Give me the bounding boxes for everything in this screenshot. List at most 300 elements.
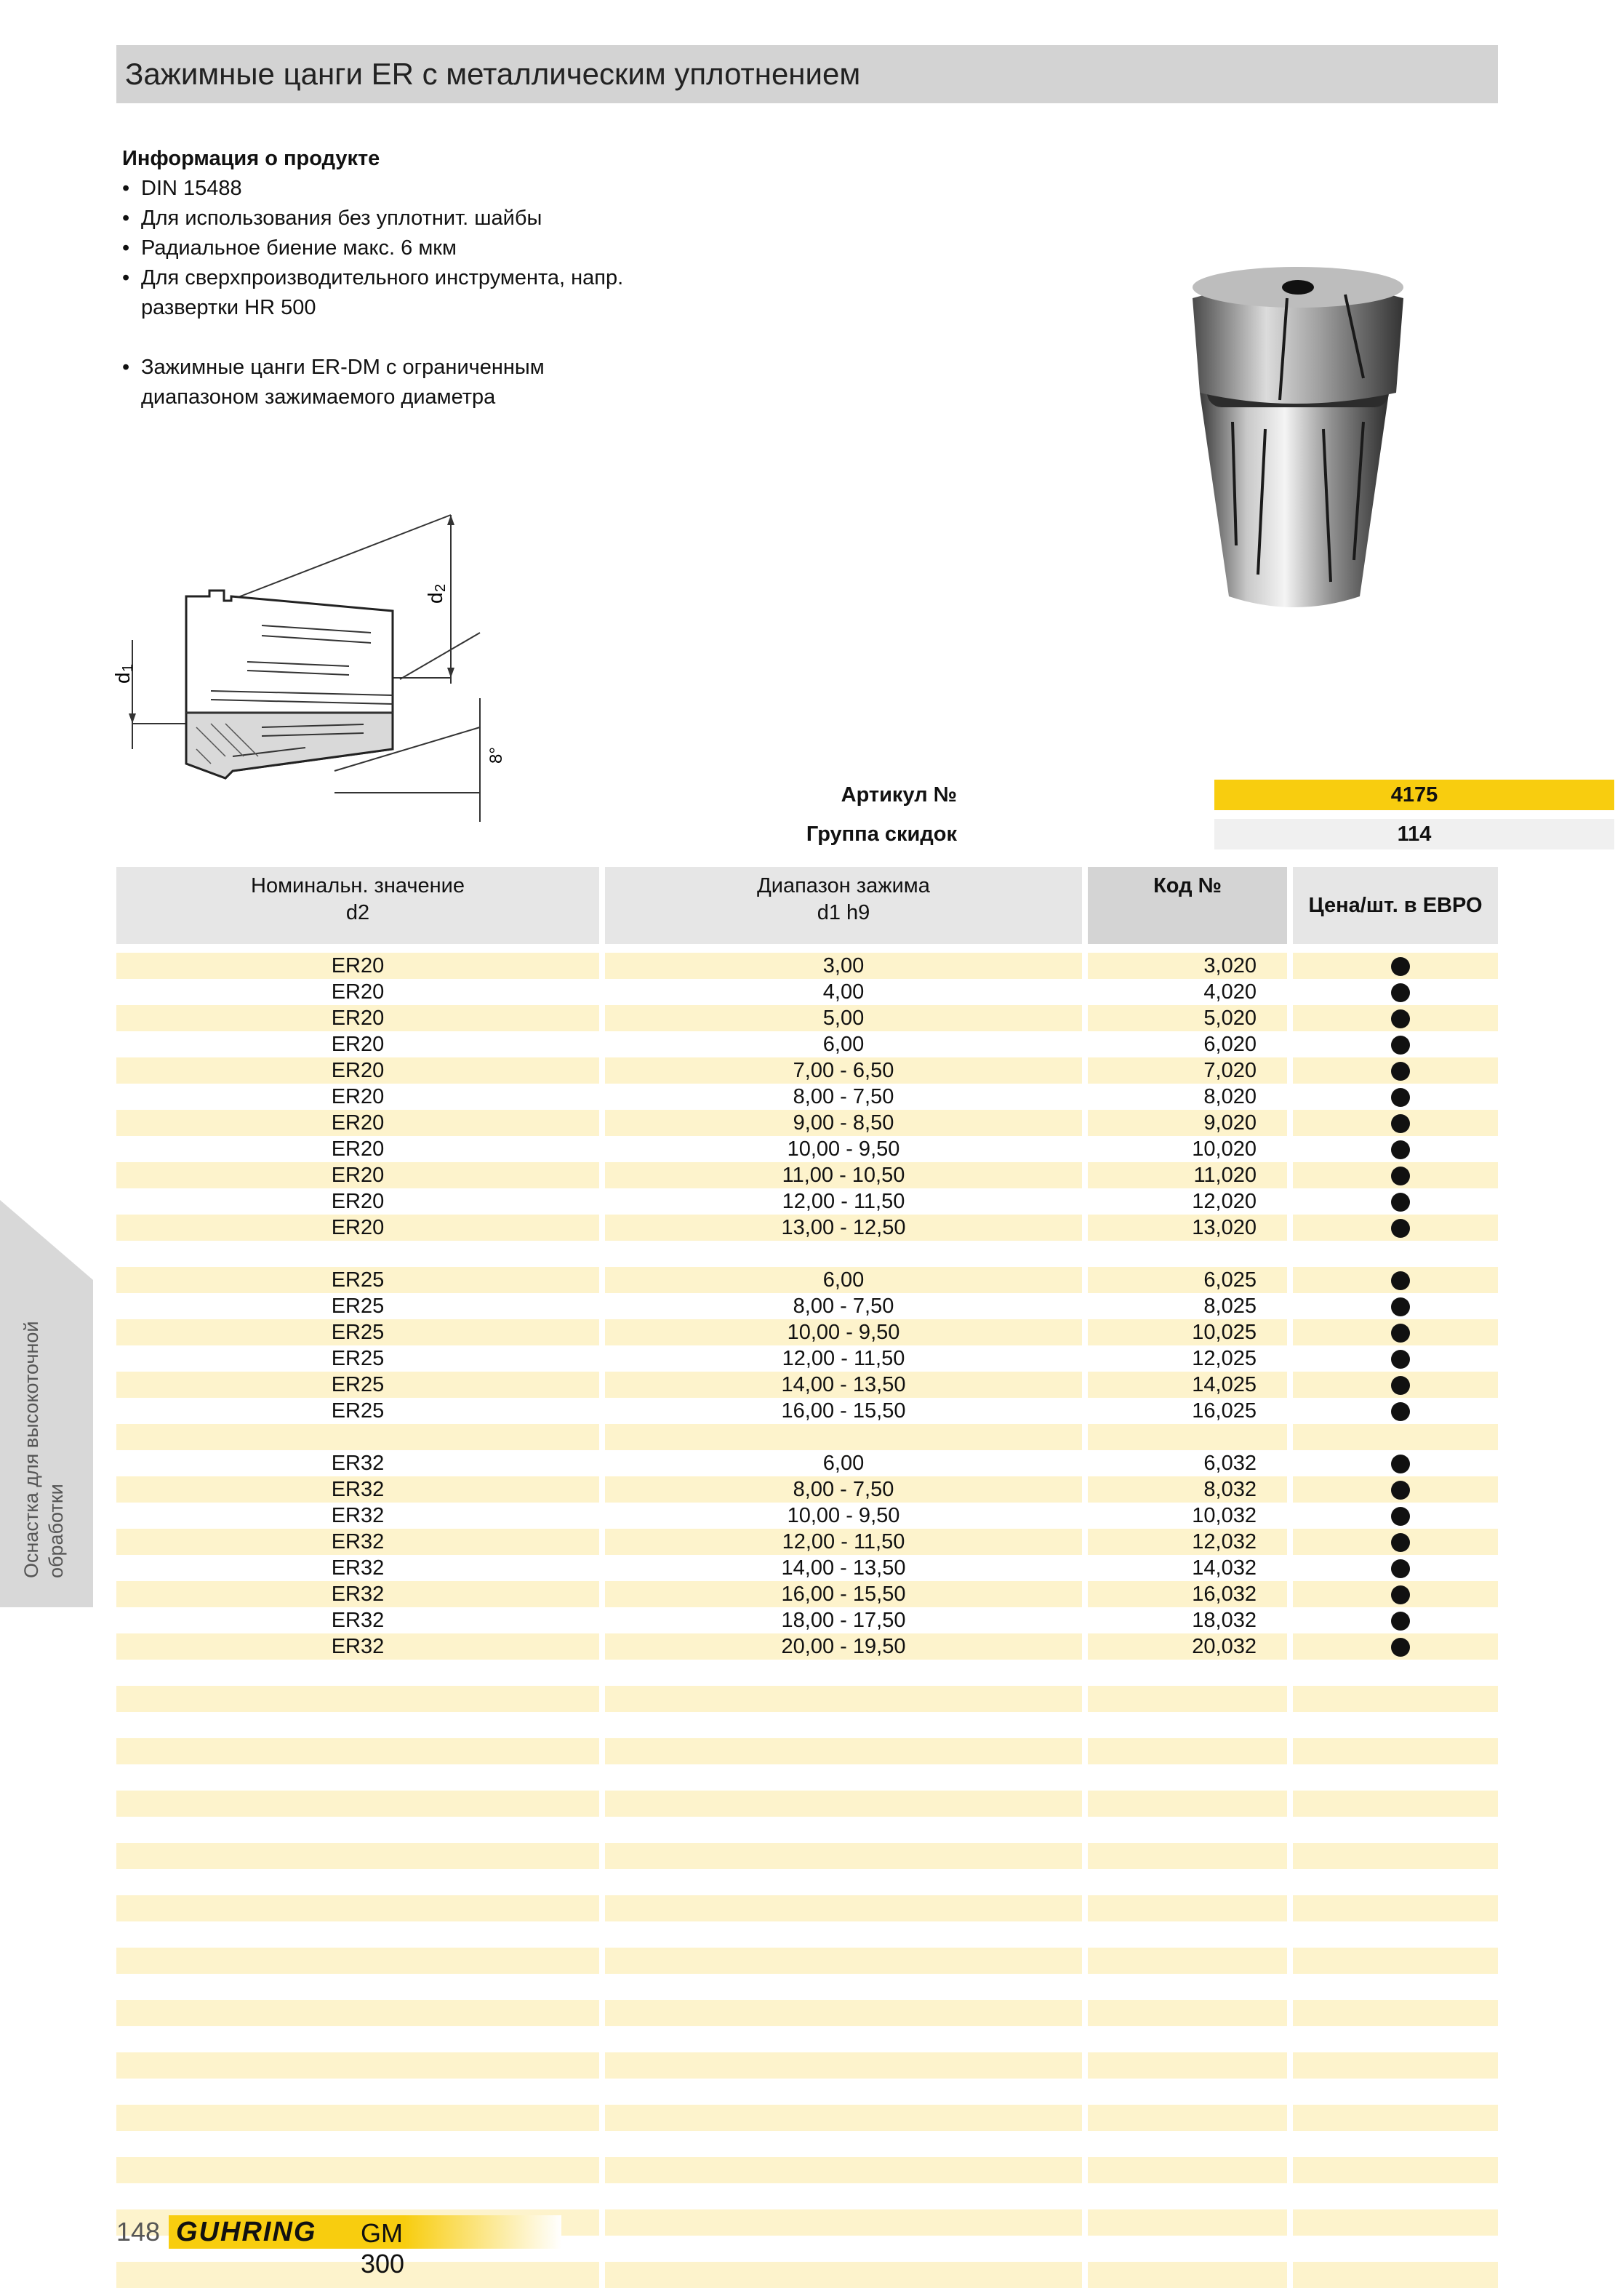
header-price-label: Цена/шт. в ЕВРО bbox=[1308, 894, 1483, 917]
title-bar bbox=[116, 45, 1498, 103]
cell-nominal bbox=[116, 1921, 599, 1948]
cell-range bbox=[605, 1764, 1082, 1791]
table-row bbox=[116, 1267, 1498, 1293]
availability-dot-icon bbox=[1391, 1559, 1410, 1578]
cell-nominal bbox=[116, 1843, 599, 1869]
cell-range-value: 8,00 - 7,50 bbox=[793, 1085, 894, 1108]
cell-nominal bbox=[116, 1555, 599, 1581]
cell-price bbox=[1293, 979, 1498, 1005]
cell-nominal bbox=[116, 1948, 599, 1974]
cell-nominal-value: ER32 bbox=[331, 1530, 385, 1553]
info-bullet: • Для сверхпроизводительного инструмента, напр. развертки HR 500 bbox=[122, 263, 631, 323]
cell-code bbox=[1088, 1319, 1287, 1345]
availability-dot-icon bbox=[1391, 1533, 1410, 1552]
cell-price bbox=[1293, 1921, 1498, 1948]
cell-price bbox=[1293, 1005, 1498, 1031]
header-code-label: Код № bbox=[1153, 874, 1222, 897]
info-bullet: • Для использования без уплотнит. шайбы bbox=[122, 204, 631, 233]
cell-nominal bbox=[116, 1450, 599, 1476]
table-row bbox=[116, 1110, 1498, 1136]
header-range bbox=[605, 867, 1082, 944]
cell-range-value: 6,00 bbox=[822, 1268, 865, 1292]
cell-nominal-value: ER32 bbox=[331, 1583, 385, 1606]
availability-dot-icon bbox=[1391, 1612, 1410, 1631]
table-row bbox=[116, 1398, 1498, 1424]
cell-nominal bbox=[116, 1162, 599, 1188]
cell-nominal-value: ER32 bbox=[331, 1556, 385, 1580]
cell-code bbox=[1088, 1843, 1287, 1869]
cell-range bbox=[605, 2236, 1082, 2262]
cell-range bbox=[605, 1581, 1082, 1607]
table-row bbox=[116, 1738, 1498, 1764]
cell-price bbox=[1293, 1686, 1498, 1712]
table-row bbox=[116, 1529, 1498, 1555]
cell-price bbox=[1293, 1712, 1498, 1738]
cell-code bbox=[1088, 1345, 1287, 1372]
cell-nominal bbox=[116, 1869, 599, 1895]
table-row bbox=[116, 1215, 1498, 1241]
availability-dot-icon bbox=[1391, 1009, 1410, 1028]
cell-nominal bbox=[116, 2000, 599, 2026]
header-nominal bbox=[116, 867, 599, 944]
article-row bbox=[116, 780, 1498, 810]
cell-code bbox=[1088, 1712, 1287, 1738]
table-row bbox=[116, 1503, 1498, 1529]
cell-code bbox=[1088, 1293, 1287, 1319]
d1-subscript: 1 bbox=[120, 663, 136, 672]
cell-range bbox=[605, 1450, 1082, 1476]
cell-code-value: 10,032 bbox=[1192, 1504, 1257, 1527]
cell-code bbox=[1088, 1948, 1287, 1974]
cell-range bbox=[605, 1162, 1082, 1188]
cell-code-value: 7,020 bbox=[1203, 1059, 1257, 1082]
cell-code bbox=[1088, 1057, 1287, 1084]
table-row bbox=[116, 1476, 1498, 1503]
cell-nominal-value: ER25 bbox=[331, 1268, 385, 1292]
cell-nominal bbox=[116, 1372, 599, 1398]
cell-nominal bbox=[116, 2183, 599, 2209]
cell-range bbox=[605, 1188, 1082, 1215]
cell-code-value: 6,032 bbox=[1203, 1452, 1257, 1475]
cell-code bbox=[1088, 1503, 1287, 1529]
header-range-label: Диапазон зажима bbox=[757, 874, 930, 897]
cell-price bbox=[1293, 1738, 1498, 1764]
table-row bbox=[116, 1843, 1498, 1869]
cell-range bbox=[605, 1974, 1082, 2000]
header-code bbox=[1088, 867, 1287, 944]
cell-range-value: 12,00 - 11,50 bbox=[782, 1530, 905, 1553]
cell-code-value: 12,025 bbox=[1192, 1347, 1257, 1370]
cell-code bbox=[1088, 2131, 1287, 2157]
cell-nominal bbox=[116, 2026, 599, 2052]
cell-range bbox=[605, 1895, 1082, 1921]
cell-nominal bbox=[116, 1764, 599, 1791]
cell-range bbox=[605, 1215, 1082, 1241]
cell-nominal-value: ER20 bbox=[331, 1216, 385, 1239]
cell-range bbox=[605, 953, 1082, 979]
cell-range bbox=[605, 1791, 1082, 1817]
cell-range bbox=[605, 1843, 1082, 1869]
cell-code-value: 9,020 bbox=[1203, 1111, 1257, 1135]
table-row bbox=[116, 1607, 1498, 1633]
cell-range bbox=[605, 2105, 1082, 2131]
cell-price bbox=[1293, 1162, 1498, 1188]
cell-price bbox=[1293, 1293, 1498, 1319]
cell-price bbox=[1293, 1791, 1498, 1817]
cell-range bbox=[605, 1241, 1082, 1267]
cell-price bbox=[1293, 1607, 1498, 1633]
cell-code bbox=[1088, 1136, 1287, 1162]
cell-price bbox=[1293, 1843, 1498, 1869]
availability-dot-icon bbox=[1391, 1114, 1410, 1133]
table-row bbox=[116, 1948, 1498, 1974]
cell-code bbox=[1088, 2026, 1287, 2052]
availability-dot-icon bbox=[1391, 957, 1410, 976]
cell-price bbox=[1293, 1424, 1498, 1450]
table-row bbox=[116, 2052, 1498, 2079]
cell-code-value: 18,032 bbox=[1192, 1609, 1257, 1632]
cell-nominal bbox=[116, 1633, 599, 1660]
header-price bbox=[1293, 867, 1498, 944]
d1-label: d bbox=[111, 672, 134, 684]
table-row bbox=[116, 1319, 1498, 1345]
cell-nominal-value: ER25 bbox=[331, 1321, 385, 1344]
table-row bbox=[116, 1817, 1498, 1843]
cell-price bbox=[1293, 2157, 1498, 2183]
cell-nominal bbox=[116, 1581, 599, 1607]
cell-range bbox=[605, 1031, 1082, 1057]
table-row bbox=[116, 2026, 1498, 2052]
cell-range bbox=[605, 1476, 1082, 1503]
cell-range bbox=[605, 1136, 1082, 1162]
cell-nominal bbox=[116, 1084, 599, 1110]
cell-price bbox=[1293, 2000, 1498, 2026]
cell-range-value: 4,00 bbox=[822, 980, 865, 1004]
cell-nominal bbox=[116, 1136, 599, 1162]
cell-range bbox=[605, 1607, 1082, 1633]
cell-nominal bbox=[116, 1660, 599, 1686]
cell-nominal bbox=[116, 1319, 599, 1345]
cell-nominal-value: ER25 bbox=[331, 1295, 385, 1318]
table-row bbox=[116, 1712, 1498, 1738]
cell-range bbox=[605, 2131, 1082, 2157]
cell-code bbox=[1088, 1450, 1287, 1476]
cell-nominal bbox=[116, 1241, 599, 1267]
cell-nominal bbox=[116, 1005, 599, 1031]
discount-group: 114 bbox=[1214, 819, 1614, 849]
discount-row bbox=[116, 819, 1498, 849]
availability-dot-icon bbox=[1391, 1219, 1410, 1238]
cell-code-value: 12,032 bbox=[1192, 1530, 1257, 1553]
cell-code-value: 10,025 bbox=[1192, 1321, 1257, 1344]
footer bbox=[116, 2214, 405, 2279]
table-row bbox=[116, 2079, 1498, 2105]
table-row bbox=[116, 1084, 1498, 1110]
d2-label: d bbox=[424, 592, 446, 604]
cell-range bbox=[605, 1345, 1082, 1372]
cell-code-value: 8,020 bbox=[1203, 1085, 1257, 1108]
cell-code bbox=[1088, 2209, 1287, 2236]
cell-range bbox=[605, 1267, 1082, 1293]
info-bullet: • Радиальное биение макс. 6 мкм bbox=[122, 233, 631, 263]
cell-code bbox=[1088, 1555, 1287, 1581]
cell-price bbox=[1293, 1345, 1498, 1372]
cell-code bbox=[1088, 1660, 1287, 1686]
page-title: Зажимные цанги ER с металлическим уплотнением bbox=[125, 57, 861, 91]
table-row bbox=[116, 1031, 1498, 1057]
cell-code bbox=[1088, 1110, 1287, 1136]
cell-nominal-value: ER20 bbox=[331, 1033, 385, 1056]
cell-nominal-value: ER20 bbox=[331, 1059, 385, 1082]
cell-price bbox=[1293, 2183, 1498, 2209]
cell-nominal bbox=[116, 1215, 599, 1241]
cell-code-value: 8,025 bbox=[1203, 1295, 1257, 1318]
cell-code-value: 6,020 bbox=[1203, 1033, 1257, 1056]
info-heading: Информация о продукте bbox=[122, 147, 380, 170]
cell-range-value: 10,00 - 9,50 bbox=[787, 1321, 900, 1344]
d2-subscript: 2 bbox=[433, 583, 449, 592]
cell-nominal bbox=[116, 1398, 599, 1424]
cell-code bbox=[1088, 1267, 1287, 1293]
table-row bbox=[116, 1424, 1498, 1450]
cell-nominal-value: ER20 bbox=[331, 1164, 385, 1187]
cell-nominal bbox=[116, 1791, 599, 1817]
cell-nominal bbox=[116, 1895, 599, 1921]
table-row bbox=[116, 2183, 1498, 2209]
cell-nominal bbox=[116, 1188, 599, 1215]
table-row bbox=[116, 1791, 1498, 1817]
cell-price bbox=[1293, 1188, 1498, 1215]
cell-range-value: 10,00 - 9,50 bbox=[787, 1137, 900, 1161]
cell-code bbox=[1088, 1974, 1287, 2000]
table-row bbox=[116, 2157, 1498, 2183]
cell-nominal bbox=[116, 1817, 599, 1843]
cell-range bbox=[605, 1503, 1082, 1529]
cell-nominal bbox=[116, 2157, 599, 2183]
cell-nominal bbox=[116, 1738, 599, 1764]
cell-code bbox=[1088, 2262, 1287, 2288]
cell-range-value: 13,00 - 12,50 bbox=[781, 1216, 906, 1239]
cell-range bbox=[605, 2052, 1082, 2079]
cell-range bbox=[605, 2209, 1082, 2236]
cell-nominal-value: ER32 bbox=[331, 1504, 385, 1527]
cell-nominal bbox=[116, 1712, 599, 1738]
cell-code-value: 3,020 bbox=[1203, 954, 1257, 977]
cell-range-value: 20,00 - 19,50 bbox=[781, 1635, 906, 1658]
availability-dot-icon bbox=[1391, 1481, 1410, 1500]
cell-nominal bbox=[116, 1057, 599, 1084]
cell-price bbox=[1293, 1529, 1498, 1555]
table-row bbox=[116, 1921, 1498, 1948]
cell-range bbox=[605, 1529, 1082, 1555]
cell-range bbox=[605, 1555, 1082, 1581]
cell-price bbox=[1293, 2079, 1498, 2105]
header-nominal-sub: d2 bbox=[345, 901, 370, 924]
table-row bbox=[116, 1686, 1498, 1712]
cell-range-value: 11,00 - 10,50 bbox=[782, 1164, 905, 1187]
cell-code bbox=[1088, 1686, 1287, 1712]
cell-range bbox=[605, 1084, 1082, 1110]
cell-nominal bbox=[116, 1607, 599, 1633]
availability-dot-icon bbox=[1391, 1088, 1410, 1107]
cell-price bbox=[1293, 1581, 1498, 1607]
cell-range-value: 9,00 - 8,50 bbox=[793, 1111, 894, 1135]
cell-range bbox=[605, 1372, 1082, 1398]
cell-code-value: 5,020 bbox=[1203, 1007, 1257, 1030]
cell-range bbox=[605, 2157, 1082, 2183]
cell-price bbox=[1293, 953, 1498, 979]
table-row bbox=[116, 1974, 1498, 2000]
cell-price bbox=[1293, 1764, 1498, 1791]
cell-nominal bbox=[116, 1345, 599, 1372]
cell-range bbox=[605, 1293, 1082, 1319]
availability-dot-icon bbox=[1391, 1062, 1410, 1081]
cell-nominal-value: ER32 bbox=[331, 1635, 385, 1658]
cell-range-value: 16,00 - 15,50 bbox=[781, 1399, 906, 1423]
table-row bbox=[116, 1005, 1498, 1031]
info-list bbox=[122, 174, 631, 412]
cell-code-value: 12,020 bbox=[1192, 1190, 1257, 1213]
table-row bbox=[116, 1345, 1498, 1372]
availability-dot-icon bbox=[1391, 1350, 1410, 1369]
page-number: 148 bbox=[116, 2217, 161, 2247]
cell-nominal-value: ER32 bbox=[331, 1478, 385, 1501]
table-row bbox=[116, 1293, 1498, 1319]
cell-code bbox=[1088, 1188, 1287, 1215]
cell-price bbox=[1293, 2209, 1498, 2236]
cell-range-value: 8,00 - 7,50 bbox=[793, 1478, 894, 1501]
cell-price bbox=[1293, 2131, 1498, 2157]
cell-code-value: 4,020 bbox=[1203, 980, 1257, 1004]
cell-nominal-value: ER20 bbox=[331, 1111, 385, 1135]
cell-price bbox=[1293, 2105, 1498, 2131]
cell-price bbox=[1293, 1372, 1498, 1398]
cell-range bbox=[605, 1660, 1082, 1686]
cell-code bbox=[1088, 1895, 1287, 1921]
cell-code-value: 16,032 bbox=[1192, 1583, 1257, 1606]
cell-range-value: 8,00 - 7,50 bbox=[793, 1295, 894, 1318]
cell-price bbox=[1293, 2026, 1498, 2052]
cell-range-value: 12,00 - 11,50 bbox=[782, 1190, 905, 1213]
cell-code bbox=[1088, 1031, 1287, 1057]
cell-code-value: 13,020 bbox=[1192, 1216, 1257, 1239]
cell-code bbox=[1088, 1633, 1287, 1660]
table-row bbox=[116, 1633, 1498, 1660]
cell-range-value: 14,00 - 13,50 bbox=[781, 1556, 906, 1580]
cell-code bbox=[1088, 1476, 1287, 1503]
cell-range bbox=[605, 1005, 1082, 1031]
cell-range-value: 18,00 - 17,50 bbox=[781, 1609, 906, 1632]
catalog-name: GM 300 bbox=[361, 2218, 405, 2279]
cell-range-value: 10,00 - 9,50 bbox=[787, 1504, 900, 1527]
cell-code-value: 14,025 bbox=[1192, 1373, 1257, 1396]
cell-code bbox=[1088, 1398, 1287, 1424]
cell-code bbox=[1088, 2105, 1287, 2131]
cell-code bbox=[1088, 1791, 1287, 1817]
availability-dot-icon bbox=[1391, 1324, 1410, 1343]
cell-range-value: 6,00 bbox=[822, 1033, 865, 1056]
availability-dot-icon bbox=[1391, 1376, 1410, 1395]
cell-nominal bbox=[116, 1503, 599, 1529]
cell-price bbox=[1293, 1660, 1498, 1686]
cell-nominal bbox=[116, 1476, 599, 1503]
cell-code bbox=[1088, 1084, 1287, 1110]
table-row bbox=[116, 1895, 1498, 1921]
cell-range bbox=[605, 1948, 1082, 1974]
table-row bbox=[116, 1162, 1498, 1188]
cell-code-value: 14,032 bbox=[1192, 1556, 1257, 1580]
cell-code bbox=[1088, 2183, 1287, 2209]
cell-code-value: 10,020 bbox=[1192, 1137, 1257, 1161]
cell-price bbox=[1293, 1476, 1498, 1503]
cell-price bbox=[1293, 2052, 1498, 2079]
availability-dot-icon bbox=[1391, 1297, 1410, 1316]
cell-price bbox=[1293, 2262, 1498, 2288]
cell-range bbox=[605, 1424, 1082, 1450]
cell-code bbox=[1088, 1215, 1287, 1241]
table-row bbox=[116, 1764, 1498, 1791]
cell-range-value: 14,00 - 13,50 bbox=[781, 1373, 906, 1396]
cell-nominal-value: ER25 bbox=[331, 1373, 385, 1396]
availability-dot-icon bbox=[1391, 1402, 1410, 1421]
cell-nominal bbox=[116, 2052, 599, 2079]
cell-nominal-value: ER32 bbox=[331, 1609, 385, 1632]
cell-code bbox=[1088, 1529, 1287, 1555]
cell-nominal-value: ER20 bbox=[331, 954, 385, 977]
cell-code bbox=[1088, 1738, 1287, 1764]
brand-logo: GUHRING bbox=[176, 2217, 317, 2247]
cell-range bbox=[605, 1738, 1082, 1764]
cell-nominal bbox=[116, 953, 599, 979]
angle-label: 8° bbox=[486, 747, 506, 764]
discount-label: Группа скидок bbox=[806, 822, 957, 846]
cell-range-value: 3,00 bbox=[822, 954, 865, 977]
cell-code bbox=[1088, 1817, 1287, 1843]
cell-nominal-value: ER20 bbox=[331, 1085, 385, 1108]
cell-nominal-value: ER25 bbox=[331, 1399, 385, 1423]
cell-code-value: 11,020 bbox=[1193, 1164, 1257, 1187]
availability-dot-icon bbox=[1391, 1193, 1410, 1212]
cell-code-value: 20,032 bbox=[1192, 1635, 1257, 1658]
cell-nominal bbox=[116, 1293, 599, 1319]
cell-code bbox=[1088, 1424, 1287, 1450]
table-row bbox=[116, 1057, 1498, 1084]
cell-range bbox=[605, 2183, 1082, 2209]
cell-nominal bbox=[116, 1424, 599, 1450]
availability-dot-icon bbox=[1391, 983, 1410, 1002]
availability-dot-icon bbox=[1391, 1455, 1410, 1473]
cell-code-value: 16,025 bbox=[1192, 1399, 1257, 1423]
cell-range bbox=[605, 1110, 1082, 1136]
cell-price bbox=[1293, 1267, 1498, 1293]
cell-price bbox=[1293, 1555, 1498, 1581]
table-row bbox=[116, 979, 1498, 1005]
cell-price bbox=[1293, 1974, 1498, 2000]
cell-price bbox=[1293, 1398, 1498, 1424]
cell-code bbox=[1088, 1869, 1287, 1895]
cell-nominal bbox=[116, 2079, 599, 2105]
cell-nominal-value: ER20 bbox=[331, 1137, 385, 1161]
cell-price bbox=[1293, 1031, 1498, 1057]
availability-dot-icon bbox=[1391, 1140, 1410, 1159]
cell-range bbox=[605, 1686, 1082, 1712]
cell-range-value: 5,00 bbox=[822, 1007, 865, 1030]
cell-price bbox=[1293, 1110, 1498, 1136]
availability-dot-icon bbox=[1391, 1585, 1410, 1604]
cell-code bbox=[1088, 2052, 1287, 2079]
table-row bbox=[116, 1869, 1498, 1895]
header-nominal-label: Номинальн. значение bbox=[251, 874, 465, 897]
